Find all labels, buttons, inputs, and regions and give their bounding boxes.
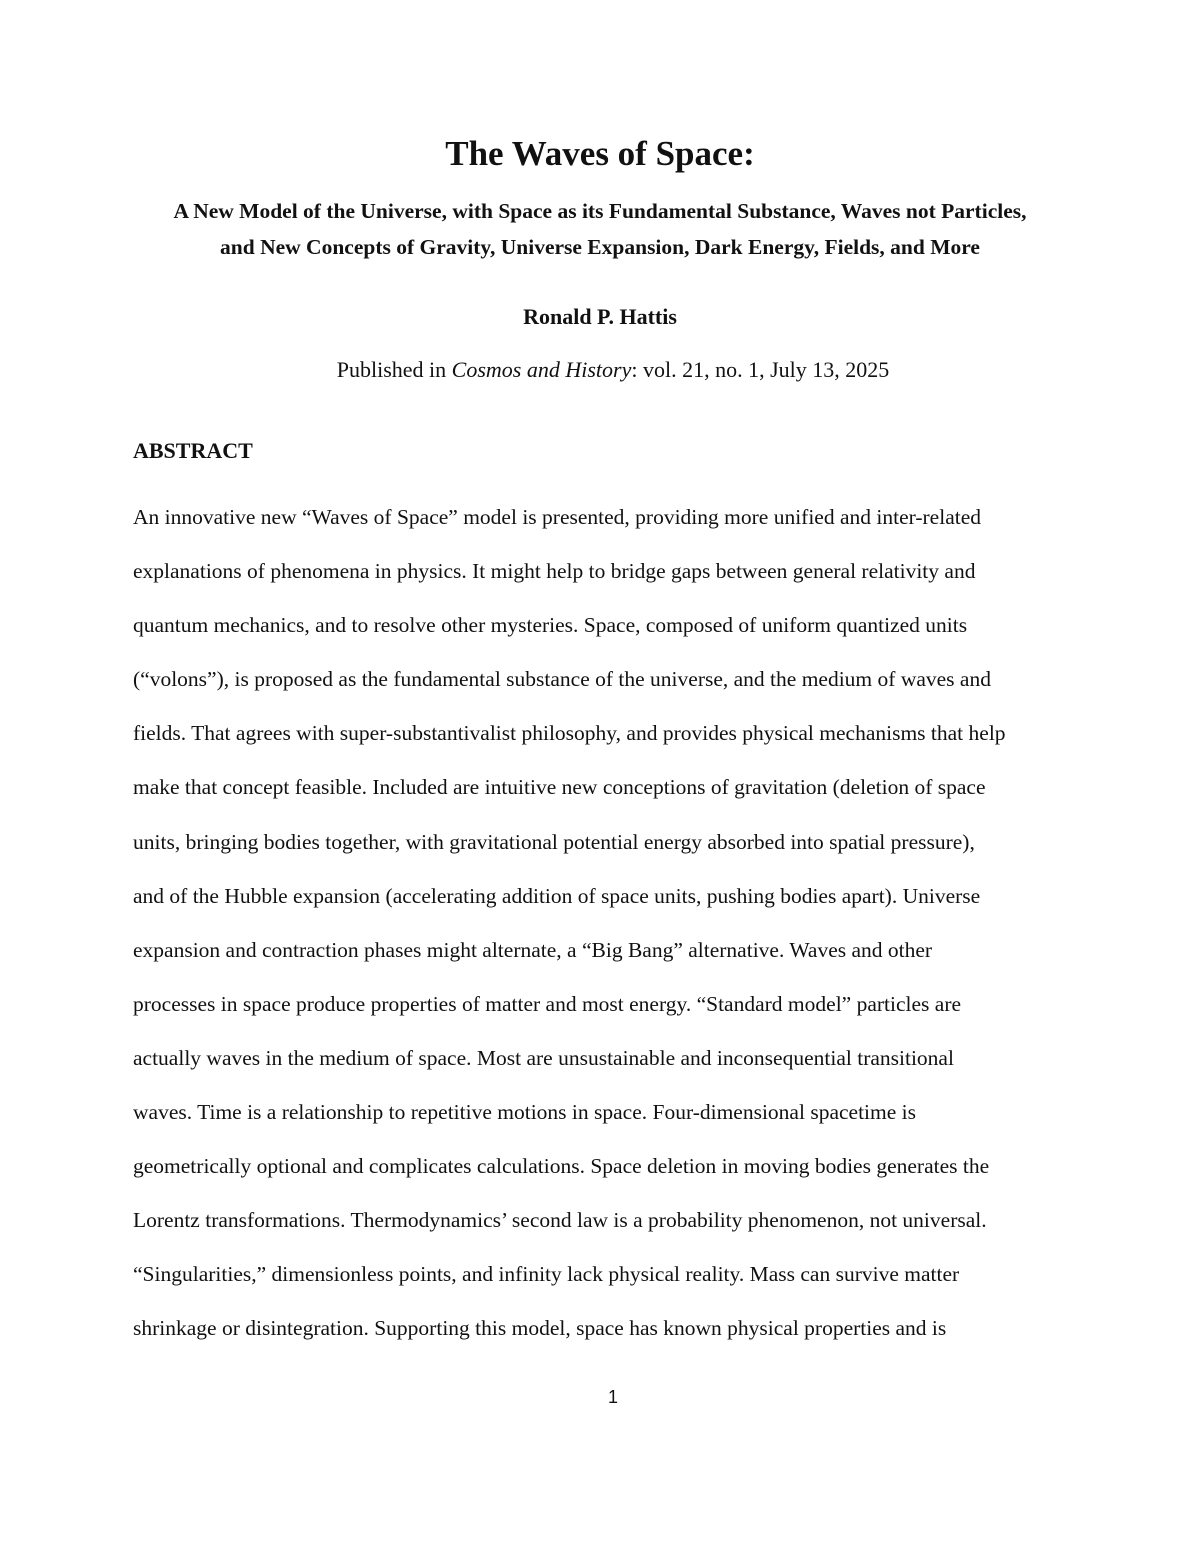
- publication-details: : vol. 21, no. 1, July 13, 2025: [631, 357, 890, 382]
- publication-info: [0, 355, 1200, 385]
- journal-name: Cosmos and History: [451, 357, 632, 382]
- abstract-line: make that concept feasible. Included are intuitive new conceptions of gravitation (deletion of space: [133, 775, 986, 800]
- subtitle-line-1: A New Model of the Universe, with Space as its Fundamental Substance, Waves not Particles,: [173, 199, 1027, 223]
- paper-title: The Waves of Space:: [445, 134, 755, 173]
- paper-subtitle: [110, 193, 1090, 265]
- abstract-line: “Singularities,” dimensionless points, and infinity lack physical reality. Mass can survive matter: [133, 1262, 960, 1287]
- abstract-line: processes in space produce properties of matter and most energy. “Standard model” particles are: [133, 991, 962, 1016]
- abstract-line: units, bringing bodies together, with gravitational potential energy absorbed into spatial pressure),: [133, 829, 975, 854]
- abstract-line: (“volons”), is proposed as the fundamental substance of the universe, and the medium of waves and: [133, 667, 991, 692]
- abstract-body: [133, 490, 1123, 1356]
- abstract-line: actually waves in the medium of space. Most are unsustainable and inconsequential transitional: [133, 1045, 954, 1070]
- abstract-line: geometrically optional and complicates calculations. Space deletion in moving bodies generates the: [133, 1154, 990, 1179]
- abstract-line: waves. Time is a relationship to repetitive motions in space. Four-dimensional spacetime is: [133, 1100, 916, 1125]
- abstract-line: expansion and contraction phases might alternate, a “Big Bang” alternative. Waves and other: [133, 937, 933, 962]
- abstract-line: Lorentz transformations. Thermodynamics’ second law is a probability phenomenon, not universal.: [133, 1208, 987, 1233]
- abstract-line: quantum mechanics, and to resolve other mysteries. Space, composed of uniform quantized units: [133, 613, 968, 638]
- subtitle-line-2: and New Concepts of Gravity, Universe Expansion, Dark Energy, Fields, and More: [220, 235, 980, 259]
- abstract-heading: ABSTRACT: [133, 438, 253, 463]
- abstract-line: fields. That agrees with super-substantivalist philosophy, and provides physical mechanisms that help: [133, 721, 1006, 746]
- page-number: 1: [607, 1387, 618, 1407]
- abstract-line: explanations of phenomena in physics. It might help to bridge gaps between general relativity and: [133, 559, 976, 584]
- author-name: Ronald P. Hattis: [523, 304, 677, 329]
- abstract-line: An innovative new “Waves of Space” model is presented, providing more unified and inter-related: [133, 505, 982, 529]
- publication-prefix: Published in: [336, 357, 452, 382]
- abstract-line: and of the Hubble expansion (accelerating addition of space units, pushing bodies apart). Universe: [133, 883, 981, 908]
- abstract-line: shrinkage or disintegration. Supporting this model, space has known physical properties and is: [133, 1316, 947, 1341]
